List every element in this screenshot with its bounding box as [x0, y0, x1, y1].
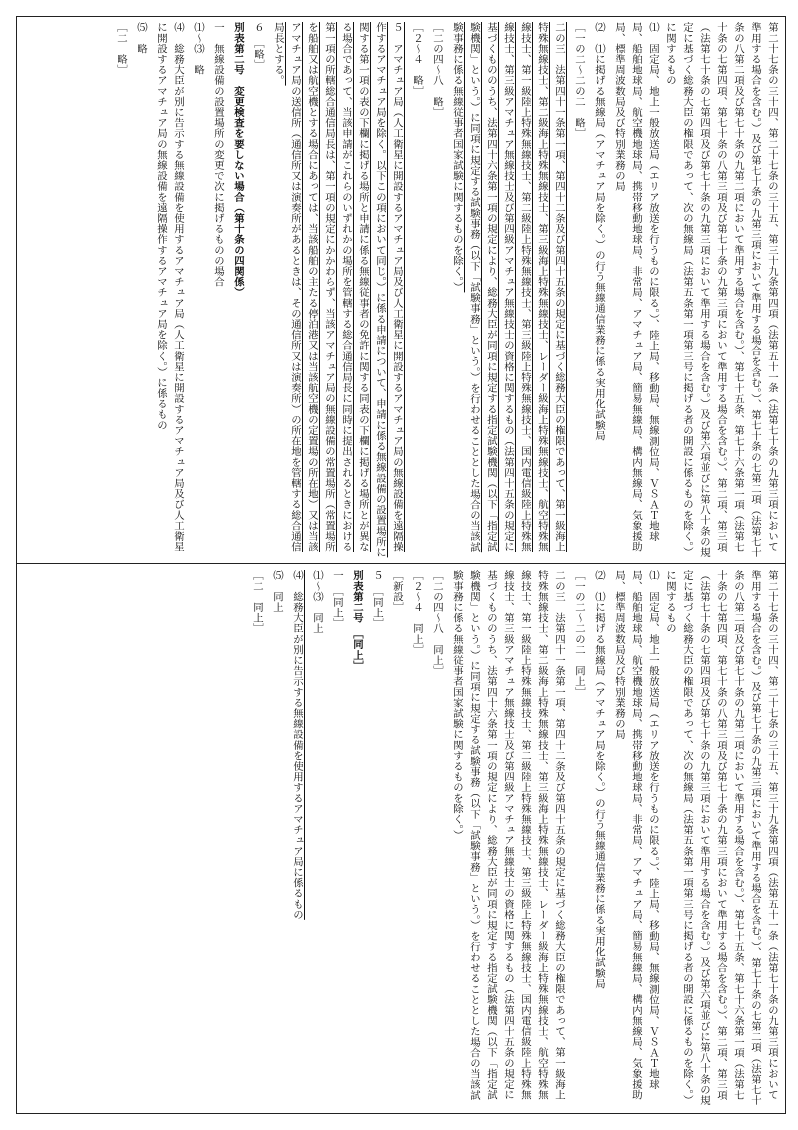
text-column: ５ アマチュア局（人工衛星に開設するアマチュア局及び人工衛星に開設するアマチュア局の無線設備を遠隔操作するアマチュア局を除く。以下この項において同じ。）に係る申請について、申請に係る無線設備の設置場所に関する第一項の表の下欄に掲げる場所と申請に係る無線従事者の免許に関する同表の下欄に掲げる場所とが異なる場合であって、当該申請がこれらのいずれかの場所を管轄する総合通信局長に同時に提出されるときにおける第一項の所轄総合通信局長は、第一項の規定にかかわらず、当該アマチュア局の無線設備の常置場所（常置場所を船舶又は航空機とする場合にあっては、当該船舶の主たる停泊港又は当該航空機の定置場の所在地）又は当該アマチュア局の送信所（通信所又は演奏所があるときは、その通信所又は演奏所）の所在地を管轄する総合通信局長とする。 [272, 22, 403, 558]
amended-text-panel [22, 22, 780, 558]
text-column: ⑴ 固定局、地上一般放送局（エリア放送を行うものに限る。）、陸上局、移動局、無線測位局、ＶＳＡＴ地球局、船舶地球局、航空機地球局、携帯移動地球局、非常局、アマチュア局、簡易無線局、構内無線局、気象援助局、標準周波数局及び特別業務の局 [613, 22, 659, 552]
text-column: ⑴ 固定局、地上一般放送局（エリア放送を行うものに限る。）、陸上局、移動局、無線測位局、ＶＳＡＴ地球局、船舶地球局、航空機地球局、携帯移動地球局、非常局、アマチュア局、簡易無線局、構内無線局、気象援助局、標準周波数局及び特別業務の局 [613, 570, 659, 1100]
text-column: 二の三 法第四十一条第一項、第四十二条及び第四十五条の規定に基づく総務大臣の権限であって、第一級海上特殊無線技士、第二級海上特殊無線技士、第三級海上特殊無線技士、レーダー級海上特殊無線技士、航空特殊無線技士、第一級陸上特殊無線技士、第二級陸上特殊無線技士、第三級陸上特殊無線技士、国内電信級陸上特殊無線技士、第三級アマチュア無線技士及び第四級アマチュア無線技士の資格に関するもの（法第四十五条の規定に基づくもののうち、法第四十六条第一項の規定により、総務大臣が同項に規定する指定試験機関（以下「指定試験機関」という。）に同項に規定する試験事務（以下「試験事務」という。）を行わせることとした場合の当該試験事務に係る無線従事者国家試験に関するものを除く。） [451, 22, 565, 553]
text-column: ⑵ ⑴に掲げる無線局（アマチュア局を除く。）の行う無線通信業務に係る実用化試験局 [593, 570, 605, 989]
text-column: 一 無線設備の設置場所の変更で次に掲げるものの場合 [212, 22, 224, 287]
text-column: ⑸ 略 [135, 22, 147, 54]
text-column: ⑴～⑶ 同上 [311, 570, 323, 634]
text-column: ［二の四～八 略］ [431, 22, 443, 118]
text-column: ［２～４ 略］ [411, 22, 423, 97]
text-column: ［新設］ [391, 570, 403, 613]
text-column: ［二の四～八 同上］ [431, 570, 443, 676]
text-column: ⑷ 総務大臣が別に告示する無線設備を使用するアマチュア局に係るもの [291, 570, 303, 920]
current-text-panel [22, 570, 780, 1108]
text-column: ［二 略］ [115, 22, 127, 75]
text-column: ⑸ 同上 [271, 570, 283, 613]
text-column: ５ ［同上］ [371, 570, 383, 629]
text-column: ［一の二～二の二 同上］ [573, 570, 585, 698]
text-column: 第二十七条の三十四、第二十七条の三十五、第三十九条第四項（法第五十一条（法第七十条の九第三項において準用する場合を含む。）及び第七十条の九第三項において準用する場合を含む。）、第七十条の七第二項（法第七十条の八第二項及び第七十条の九第二項において準用する場合を含む。）、第七十五条、第七十六条第一項（法第七十条の七第四項、第七十条の八第三項及び第七十条の九第三項において準用する場合を含む。）、第二項、第三項（法第七十条の七第四項及び第七十条の九第三項において準用する場合を含む。）及び第六項並びに第八十条の規定に基づく総務大臣の権限であって、次の無線局（法第五条第一項第三号に掲げる者の開設に係るものを除く。）に関するもの [664, 22, 778, 558]
text-column: 別表第二号 ［同上］ [351, 570, 363, 671]
text-column: 一 ［同上］ [331, 570, 343, 629]
text-column: ［一の二～二の二 略］ [573, 22, 585, 139]
text-column: 二の三 法第四十一条第一項、第四十二条及び第四十五条の規定に基づく総務大臣の権限であって、第一級海上特殊無線技士、第二級海上特殊無線技士、第三級海上特殊無線技士、レーダー級海上特殊無線技士、航空特殊無線技士、第一級陸上特殊無線技士、第二級陸上特殊無線技士、第三級陸上特殊無線技士、国内電信級陸上特殊無線技士、第三級アマチュア無線技士及び第四級アマチュア無線技士の資格に関するもの（法第四十五条の規定に基づくもののうち、法第四十六条第一項の規定により、総務大臣が同項に規定する指定試験機関（以下「指定試験機関」という。）に同項に規定する試験事務（以下「試験事務」という。）を行わせることとした場合の当該試験事務に係る無線従事者国家試験に関するものを除く。） [451, 570, 565, 1101]
text-column: 別表第二号 変更検査を要しない場合（第十条の四関係） [232, 22, 244, 298]
text-column: ［二 同上］ [251, 570, 263, 634]
text-column: ⑵ ⑴に掲げる無線局（アマチュア局を除く。）の行う無線通信業務に係る実用化試験局 [593, 22, 605, 441]
text-column: ⑴～⑶ 略 [192, 22, 204, 75]
row-divider [16, 563, 786, 564]
text-column: ［２～４ 同上］ [411, 570, 423, 655]
text-column: 第二十七条の三十四、第二十七条の三十五、第三十九条第四項（法第五十一条（法第七十条の九第三項において準用する場合を含む。）及び第七十条の九第三項において準用する場合を含む。）、第七十条の七第二項（法第七十条の八第二項及び第七十条の九第二項において準用する場合を含む。）、第七十五条、第七十六条第一項（法第七十条の七第四項、第七十条の八第三項及び第七十条の九第三項において準用する場合を含む。）、第二項、第三項（法第七十条の七第四項及び第七十条の九第三項において準用する場合を含む。）及び第六項並びに第八十条の規定に基づく総務大臣の権限であって、次の無線局（法第五条第一項第三号に掲げる者の開設に係るものを除く。）に関するもの [664, 570, 778, 1106]
text-column: ６ ［略］ [252, 22, 264, 70]
text-column: ⑷ 総務大臣が別に告示する無線設備を使用するアマチュア局（人工衛星に開設するアマチュア局及び人工衛星に開設するアマチュア局の無線設備を遠隔操作するアマチュア局を除く。）に係るもの [155, 22, 184, 552]
